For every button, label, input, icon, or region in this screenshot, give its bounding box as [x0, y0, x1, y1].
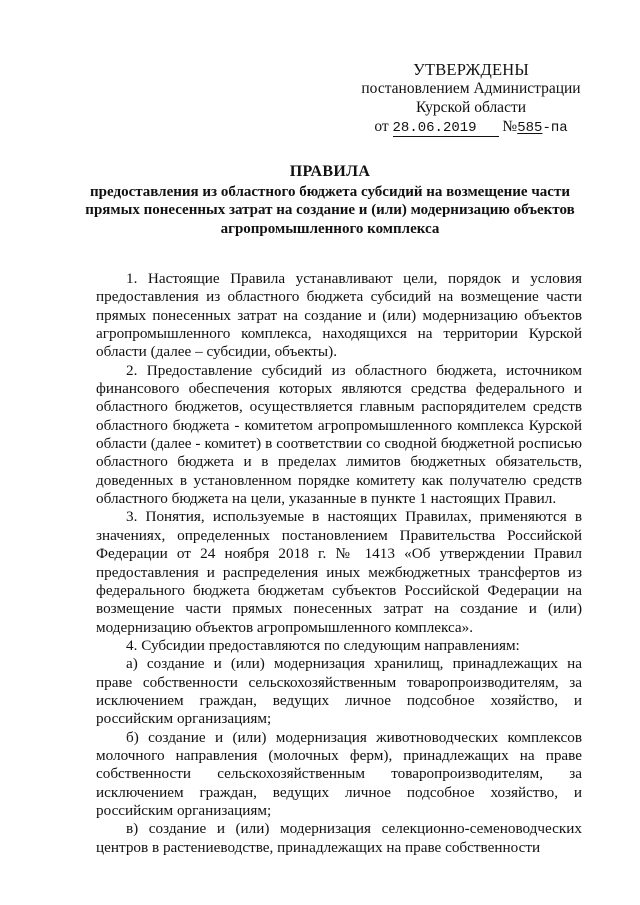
approval-date: 28.06.2019: [393, 121, 499, 137]
paragraph-4: 4. Субсидии предоставляются по следующим направлениям:: [126, 636, 520, 654]
number-suffix: -па: [542, 120, 568, 136]
approval-number: 585: [517, 120, 543, 136]
paragraph-3: 3. Понятия, используемые в настоящих Правилах, применяются в значениях, определенных постановлением Правительства Российской Федерации от 24 ноября 2018 г. № 1413 «Об утверждении Правил предоставления и распределения иных межбюджетных трансфертов из федерального бюджета бюджетам субъектов Российской Федерации на возмещение части прямых понесенных затрат на создание и (или) модернизацию объектов агропромышленного комплекса».: [96, 508, 582, 636]
list-item-a: а) создание и (или) модернизация хранилищ, принадлежащих на праве собственности сельскохозяйственным товаропроизводителям, за исключением граждан, ведущих личное подсобное хозяйство, и российским организациям;: [96, 655, 582, 728]
document-body: [96, 270, 582, 857]
date-prefix: от: [374, 118, 389, 135]
number-prefix: №: [502, 118, 518, 135]
list-item-b: б) создание и (или) модернизация животноводческих комплексов молочного направления (молочных ферм), принадлежащих на праве собственности сельскохозяйственным товаропроизводителям, за исключением граждан, ведущих личное подсобное хозяйство, и российским организациям;: [96, 728, 582, 819]
document-subtitle: предоставления из областного бюджета субсидий на возмещение части прямых понесенных затрат на создание и (или) модернизацию объектов агропромышленного комплекса: [85, 183, 575, 237]
approval-block: [360, 60, 582, 138]
paragraph-2: 2. Предоставление субсидий из областного бюджета, источником финансового обеспечения которых являются средства федерального и областного бюджетов, осуществляется главным распорядителем средств областного бюджета - комитетом агропромышленного комплекса Курской области (далее - комитет) в соответствии со сводной бюджетной росписью областного бюджета и в пределах лимитов бюджетных обязательств, доведенных в установленном порядке комитету как получателю средств областного бюджета на цели, указанные в пункте 1 настоящих Правил.: [96, 361, 582, 508]
approval-authority: постановлением Администрации: [361, 80, 581, 97]
document-title: ПРАВИЛА: [289, 163, 371, 180]
document-title-block: [80, 163, 580, 238]
approval-region: Курской области: [415, 99, 527, 116]
approval-heading: УТВЕРЖДЕНЫ: [413, 60, 529, 79]
list-item-c: в) создание и (или) модернизация селекционно-семеноводческих центров в растениеводстве, принадлежащих на праве собственности: [96, 820, 582, 856]
approval-date-line: [360, 117, 582, 138]
paragraph-1: 1. Настоящие Правила устанавливают цели, порядок и условия предоставления из областного бюджета субсидий на возмещение части прямых понесенных затрат на создание и (или) модернизацию объектов агропромышленного комплекса, находящихся на территории Курской области (далее – субсидии, объекты).: [96, 270, 582, 361]
